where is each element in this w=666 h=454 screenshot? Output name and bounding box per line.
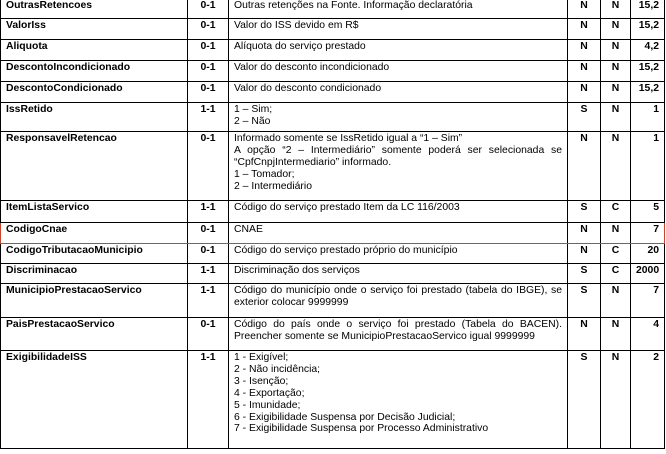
description-line: 6 - Exigibilidade Suspensa por Decisão Judicial; [234, 411, 456, 423]
type-flag-cell: C [601, 201, 631, 223]
required-flag-cell: S [568, 264, 601, 284]
field-spec-table-body [1, 0, 665, 449]
field-name-cell: CodigoTributacaoMunicipio [1, 244, 188, 264]
field-name-cell: DescontoCondicionado [1, 82, 188, 103]
description-line: Valor do ISS devido em R$ [234, 20, 359, 31]
occurrence-cell: 0-1 [188, 318, 229, 351]
description-line: 2 - Não incidência; [234, 363, 321, 375]
description-cell [229, 103, 568, 132]
required-flag-cell: S [568, 284, 601, 318]
description-line: 1 – Sim; [234, 104, 273, 115]
field-name-cell: Discriminacao [1, 264, 188, 284]
description-line: CNAE [234, 224, 263, 235]
description-cell [229, 61, 568, 82]
table-row [1, 201, 665, 223]
type-flag-cell: N [601, 318, 631, 351]
occurrence-cell: 0-1 [188, 19, 229, 40]
table-row [1, 318, 665, 351]
description-cell [229, 40, 568, 61]
field-name-cell: CodigoCnae [1, 223, 188, 244]
type-flag-cell: N [601, 19, 631, 40]
required-flag-cell: N [568, 244, 601, 264]
required-flag-cell: N [568, 318, 601, 351]
required-flag-cell: N [568, 19, 601, 40]
description-cell [229, 82, 568, 103]
occurrence-cell: 1-1 [188, 264, 229, 284]
type-flag-cell: N [601, 351, 631, 449]
size-cell: 15,2 [631, 0, 665, 19]
table-row [1, 0, 665, 19]
description-line: 2 – Não [234, 115, 271, 127]
size-cell: 5 [631, 201, 665, 223]
required-flag-cell: N [568, 132, 601, 201]
field-name-cell: IssRetido [1, 103, 188, 132]
description-line: 1 - Exigível; [234, 352, 289, 363]
field-name-cell: OutrasRetencoes [1, 0, 188, 19]
description-line: A opção “2 – Intermediário” somente poderá ser selecionada se “CpfCnpjIntermediario” informado. [234, 144, 562, 168]
table-row [1, 284, 665, 318]
type-flag-cell: N [601, 132, 631, 201]
description-line: Discriminação dos serviços [234, 265, 360, 276]
field-name-cell: ResponsavelRetencao [1, 132, 188, 201]
table-row [1, 132, 665, 201]
description-line: Valor do desconto incondicionado [234, 62, 390, 73]
description-cell [229, 264, 568, 284]
required-flag-cell: N [568, 223, 601, 244]
description-line: Código do município onde o serviço foi prestado (tabela do IBGE), se exterior colocar 9999999 [234, 285, 562, 308]
table-row [1, 264, 665, 284]
description-line: 1 – Tomador; [234, 168, 295, 180]
field-name-cell: Aliquota [1, 40, 188, 61]
size-cell: 20 [631, 244, 665, 264]
occurrence-cell: 1-1 [188, 284, 229, 318]
type-flag-cell: C [601, 264, 631, 284]
table-row [1, 351, 665, 449]
size-cell: 7 [631, 223, 665, 244]
occurrence-cell: 1-1 [188, 351, 229, 449]
description-cell [229, 244, 568, 264]
description-cell [229, 284, 568, 318]
description-line: Valor do desconto condicionado [234, 83, 382, 94]
required-flag-cell: N [568, 0, 601, 19]
size-cell: 4 [631, 318, 665, 351]
description-cell [229, 0, 568, 19]
description-line: Informado somente se IssRetido igual a “1 – Sim” [234, 133, 463, 144]
description-line: 3 - Isenção; [234, 375, 289, 387]
table-row [1, 103, 665, 132]
field-name-cell: DescontoIncondicionado [1, 61, 188, 82]
description-line: Código do serviço prestado próprio do município [234, 245, 458, 256]
required-flag-cell: N [568, 40, 601, 61]
type-flag-cell: N [601, 61, 631, 82]
description-line: 2 – Intermediário [234, 180, 312, 192]
size-cell: 2000 [631, 264, 665, 284]
occurrence-cell: 0-1 [188, 223, 229, 244]
field-name-cell: ValorIss [1, 19, 188, 40]
description-cell [229, 351, 568, 449]
description-line: 5 - Imunidade; [234, 399, 301, 411]
type-flag-cell: N [601, 284, 631, 318]
description-line: Código do serviço prestado Item da LC 116/2003 [234, 202, 460, 213]
description-cell [229, 132, 568, 201]
size-cell: 7 [631, 284, 665, 318]
description-cell [229, 318, 568, 351]
size-cell: 2 [631, 351, 665, 449]
description-line: Código do país onde o serviço foi prestado (Tabela do BACEN). Preencher somente se MunicipioPrestacaoServico igual 9999999 [234, 319, 562, 342]
occurrence-cell: 0-1 [188, 132, 229, 201]
size-cell: 1 [631, 103, 665, 132]
type-flag-cell: C [601, 244, 631, 264]
table-row [1, 61, 665, 82]
required-flag-cell: S [568, 103, 601, 132]
description-line: 4 - Exportação; [234, 387, 305, 399]
required-flag-cell: N [568, 82, 601, 103]
size-cell: 15,2 [631, 19, 665, 40]
table-row [1, 82, 665, 103]
table-row [1, 19, 665, 40]
type-flag-cell: N [601, 82, 631, 103]
description-cell [229, 19, 568, 40]
table-row [1, 244, 665, 264]
occurrence-cell: 1-1 [188, 103, 229, 132]
description-cell [229, 201, 568, 223]
field-name-cell: PaisPrestacaoServico [1, 318, 188, 351]
occurrence-cell: 0-1 [188, 0, 229, 19]
size-cell: 4,2 [631, 40, 665, 61]
description-line: Alíquota do serviço prestado [234, 41, 366, 52]
required-flag-cell: S [568, 351, 601, 449]
table-row [1, 40, 665, 61]
field-name-cell: ItemListaServico [1, 201, 188, 223]
description-line: Outras retenções na Fonte. Informação declaratória [234, 0, 473, 11]
size-cell: 15,2 [631, 82, 665, 103]
table-row [1, 223, 665, 244]
required-flag-cell: N [568, 61, 601, 82]
required-flag-cell: S [568, 201, 601, 223]
description-line: 7 - Exigibilidade Suspensa por Processo Administrativo [234, 423, 489, 435]
type-flag-cell: N [601, 103, 631, 132]
occurrence-cell: 0-1 [188, 82, 229, 103]
size-cell: 15,2 [631, 61, 665, 82]
type-flag-cell: N [601, 223, 631, 244]
type-flag-cell: N [601, 40, 631, 61]
field-name-cell: MunicipioPrestacaoServico [1, 284, 188, 318]
description-cell [229, 223, 568, 244]
type-flag-cell: N [601, 0, 631, 19]
occurrence-cell: 0-1 [188, 244, 229, 264]
occurrence-cell: 0-1 [188, 61, 229, 82]
occurrence-cell: 1-1 [188, 201, 229, 223]
size-cell: 1 [631, 132, 665, 201]
field-name-cell: ExigibilidadeISS [1, 351, 188, 449]
occurrence-cell: 0-1 [188, 40, 229, 61]
